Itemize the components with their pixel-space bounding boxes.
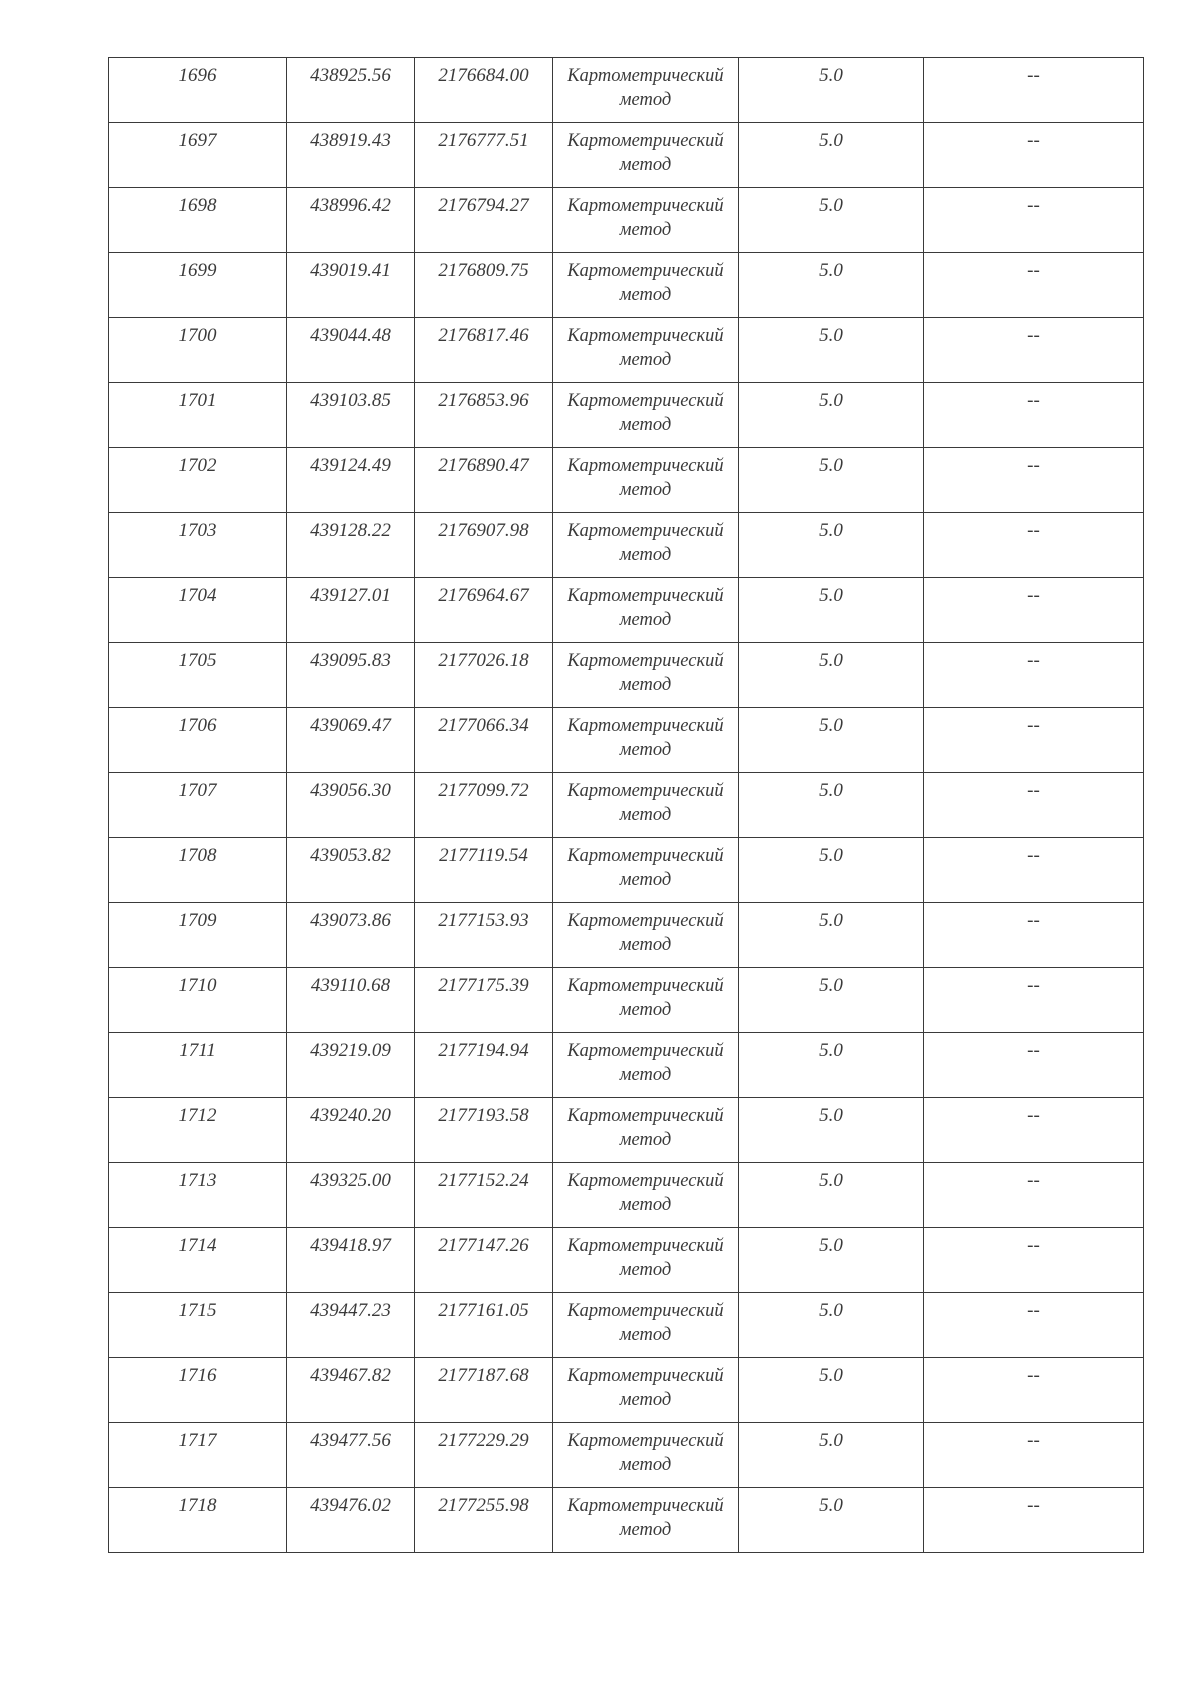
method-cell: Картометрический метод	[553, 1293, 739, 1358]
y-coordinate-cell: 2177187.68	[415, 1358, 553, 1423]
point-number-cell: 1708	[109, 838, 287, 903]
method-cell: Картометрический метод	[553, 1163, 739, 1228]
method-cell: Картометрический метод	[553, 903, 739, 968]
table-row	[109, 578, 1144, 643]
y-coordinate-cell: 2177255.98	[415, 1488, 553, 1553]
y-coordinate-cell: 2177026.18	[415, 643, 553, 708]
note-cell: --	[924, 968, 1144, 1033]
note-cell: --	[924, 578, 1144, 643]
x-coordinate-cell: 438919.43	[287, 123, 415, 188]
x-coordinate-cell: 439325.00	[287, 1163, 415, 1228]
x-coordinate-cell: 439056.30	[287, 773, 415, 838]
note-cell: --	[924, 838, 1144, 903]
accuracy-cell: 5.0	[739, 253, 924, 318]
method-cell: Картометрический метод	[553, 1358, 739, 1423]
method-cell: Картометрический метод	[553, 253, 739, 318]
y-coordinate-cell: 2177147.26	[415, 1228, 553, 1293]
method-cell: Картометрический метод	[553, 1423, 739, 1488]
accuracy-cell: 5.0	[739, 1358, 924, 1423]
note-cell: --	[924, 1358, 1144, 1423]
coordinates-table	[108, 57, 1144, 1553]
table-row	[109, 903, 1144, 968]
x-coordinate-cell: 439053.82	[287, 838, 415, 903]
point-number-cell: 1705	[109, 643, 287, 708]
accuracy-cell: 5.0	[739, 1293, 924, 1358]
method-cell: Картометрический метод	[553, 123, 739, 188]
point-number-cell: 1718	[109, 1488, 287, 1553]
method-cell: Картометрический метод	[553, 578, 739, 643]
accuracy-cell: 5.0	[739, 708, 924, 773]
method-cell: Картометрический метод	[553, 383, 739, 448]
y-coordinate-cell: 2177153.93	[415, 903, 553, 968]
point-number-cell: 1714	[109, 1228, 287, 1293]
table-row	[109, 123, 1144, 188]
note-cell: --	[924, 448, 1144, 513]
point-number-cell: 1712	[109, 1098, 287, 1163]
point-number-cell: 1702	[109, 448, 287, 513]
note-cell: --	[924, 513, 1144, 578]
method-cell: Картометрический метод	[553, 1488, 739, 1553]
y-coordinate-cell: 2177152.24	[415, 1163, 553, 1228]
note-cell: --	[924, 1488, 1144, 1553]
table-row	[109, 1358, 1144, 1423]
table-row	[109, 58, 1144, 123]
x-coordinate-cell: 439044.48	[287, 318, 415, 383]
y-coordinate-cell: 2176684.00	[415, 58, 553, 123]
note-cell: --	[924, 1293, 1144, 1358]
method-cell: Картометрический метод	[553, 58, 739, 123]
note-cell: --	[924, 58, 1144, 123]
table-row	[109, 968, 1144, 1033]
x-coordinate-cell: 438925.56	[287, 58, 415, 123]
y-coordinate-cell: 2176890.47	[415, 448, 553, 513]
accuracy-cell: 5.0	[739, 1423, 924, 1488]
table-row	[109, 318, 1144, 383]
note-cell: --	[924, 708, 1144, 773]
point-number-cell: 1700	[109, 318, 287, 383]
y-coordinate-cell: 2177066.34	[415, 708, 553, 773]
note-cell: --	[924, 383, 1144, 448]
table-row	[109, 1228, 1144, 1293]
point-number-cell: 1710	[109, 968, 287, 1033]
accuracy-cell: 5.0	[739, 123, 924, 188]
x-coordinate-cell: 439219.09	[287, 1033, 415, 1098]
x-coordinate-cell: 439240.20	[287, 1098, 415, 1163]
method-cell: Картометрический метод	[553, 643, 739, 708]
note-cell: --	[924, 123, 1144, 188]
y-coordinate-cell: 2177161.05	[415, 1293, 553, 1358]
coordinates-table-body	[109, 58, 1144, 1553]
table-row	[109, 253, 1144, 318]
note-cell: --	[924, 1423, 1144, 1488]
accuracy-cell: 5.0	[739, 773, 924, 838]
table-row	[109, 188, 1144, 253]
note-cell: --	[924, 318, 1144, 383]
accuracy-cell: 5.0	[739, 448, 924, 513]
method-cell: Картометрический метод	[553, 968, 739, 1033]
table-row	[109, 1033, 1144, 1098]
y-coordinate-cell: 2176817.46	[415, 318, 553, 383]
x-coordinate-cell: 439124.49	[287, 448, 415, 513]
y-coordinate-cell: 2176809.75	[415, 253, 553, 318]
table-row	[109, 1488, 1144, 1553]
x-coordinate-cell: 439128.22	[287, 513, 415, 578]
accuracy-cell: 5.0	[739, 903, 924, 968]
method-cell: Картометрический метод	[553, 188, 739, 253]
accuracy-cell: 5.0	[739, 513, 924, 578]
accuracy-cell: 5.0	[739, 643, 924, 708]
note-cell: --	[924, 643, 1144, 708]
point-number-cell: 1698	[109, 188, 287, 253]
accuracy-cell: 5.0	[739, 188, 924, 253]
method-cell: Картометрический метод	[553, 513, 739, 578]
y-coordinate-cell: 2177193.58	[415, 1098, 553, 1163]
table-row	[109, 1098, 1144, 1163]
point-number-cell: 1711	[109, 1033, 287, 1098]
method-cell: Картометрический метод	[553, 318, 739, 383]
y-coordinate-cell: 2177175.39	[415, 968, 553, 1033]
accuracy-cell: 5.0	[739, 1228, 924, 1293]
accuracy-cell: 5.0	[739, 383, 924, 448]
note-cell: --	[924, 253, 1144, 318]
x-coordinate-cell: 439110.68	[287, 968, 415, 1033]
point-number-cell: 1704	[109, 578, 287, 643]
note-cell: --	[924, 1163, 1144, 1228]
x-coordinate-cell: 438996.42	[287, 188, 415, 253]
method-cell: Картометрический метод	[553, 1098, 739, 1163]
y-coordinate-cell: 2177119.54	[415, 838, 553, 903]
method-cell: Картометрический метод	[553, 448, 739, 513]
accuracy-cell: 5.0	[739, 1098, 924, 1163]
table-row	[109, 773, 1144, 838]
point-number-cell: 1701	[109, 383, 287, 448]
accuracy-cell: 5.0	[739, 318, 924, 383]
table-row	[109, 513, 1144, 578]
table-row	[109, 643, 1144, 708]
y-coordinate-cell: 2176777.51	[415, 123, 553, 188]
table-row	[109, 708, 1144, 773]
x-coordinate-cell: 439103.85	[287, 383, 415, 448]
accuracy-cell: 5.0	[739, 1033, 924, 1098]
note-cell: --	[924, 188, 1144, 253]
x-coordinate-cell: 439418.97	[287, 1228, 415, 1293]
x-coordinate-cell: 439447.23	[287, 1293, 415, 1358]
method-cell: Картометрический метод	[553, 708, 739, 773]
method-cell: Картометрический метод	[553, 1228, 739, 1293]
accuracy-cell: 5.0	[739, 578, 924, 643]
method-cell: Картометрический метод	[553, 1033, 739, 1098]
y-coordinate-cell: 2176964.67	[415, 578, 553, 643]
method-cell: Картометрический метод	[553, 838, 739, 903]
note-cell: --	[924, 773, 1144, 838]
method-cell: Картометрический метод	[553, 773, 739, 838]
table-row	[109, 383, 1144, 448]
point-number-cell: 1706	[109, 708, 287, 773]
table-row	[109, 1163, 1144, 1228]
x-coordinate-cell: 439095.83	[287, 643, 415, 708]
point-number-cell: 1703	[109, 513, 287, 578]
point-number-cell: 1697	[109, 123, 287, 188]
note-cell: --	[924, 1098, 1144, 1163]
x-coordinate-cell: 439127.01	[287, 578, 415, 643]
x-coordinate-cell: 439476.02	[287, 1488, 415, 1553]
point-number-cell: 1717	[109, 1423, 287, 1488]
table-row	[109, 1423, 1144, 1488]
point-number-cell: 1713	[109, 1163, 287, 1228]
y-coordinate-cell: 2177099.72	[415, 773, 553, 838]
point-number-cell: 1709	[109, 903, 287, 968]
table-row	[109, 1293, 1144, 1358]
note-cell: --	[924, 1228, 1144, 1293]
note-cell: --	[924, 903, 1144, 968]
x-coordinate-cell: 439069.47	[287, 708, 415, 773]
accuracy-cell: 5.0	[739, 838, 924, 903]
y-coordinate-cell: 2176853.96	[415, 383, 553, 448]
x-coordinate-cell: 439467.82	[287, 1358, 415, 1423]
point-number-cell: 1716	[109, 1358, 287, 1423]
table-row	[109, 448, 1144, 513]
table-row	[109, 838, 1144, 903]
point-number-cell: 1707	[109, 773, 287, 838]
x-coordinate-cell: 439477.56	[287, 1423, 415, 1488]
point-number-cell: 1715	[109, 1293, 287, 1358]
y-coordinate-cell: 2177194.94	[415, 1033, 553, 1098]
note-cell: --	[924, 1033, 1144, 1098]
x-coordinate-cell: 439073.86	[287, 903, 415, 968]
accuracy-cell: 5.0	[739, 1488, 924, 1553]
y-coordinate-cell: 2177229.29	[415, 1423, 553, 1488]
accuracy-cell: 5.0	[739, 1163, 924, 1228]
y-coordinate-cell: 2176907.98	[415, 513, 553, 578]
accuracy-cell: 5.0	[739, 968, 924, 1033]
y-coordinate-cell: 2176794.27	[415, 188, 553, 253]
point-number-cell: 1699	[109, 253, 287, 318]
x-coordinate-cell: 439019.41	[287, 253, 415, 318]
accuracy-cell: 5.0	[739, 58, 924, 123]
point-number-cell: 1696	[109, 58, 287, 123]
